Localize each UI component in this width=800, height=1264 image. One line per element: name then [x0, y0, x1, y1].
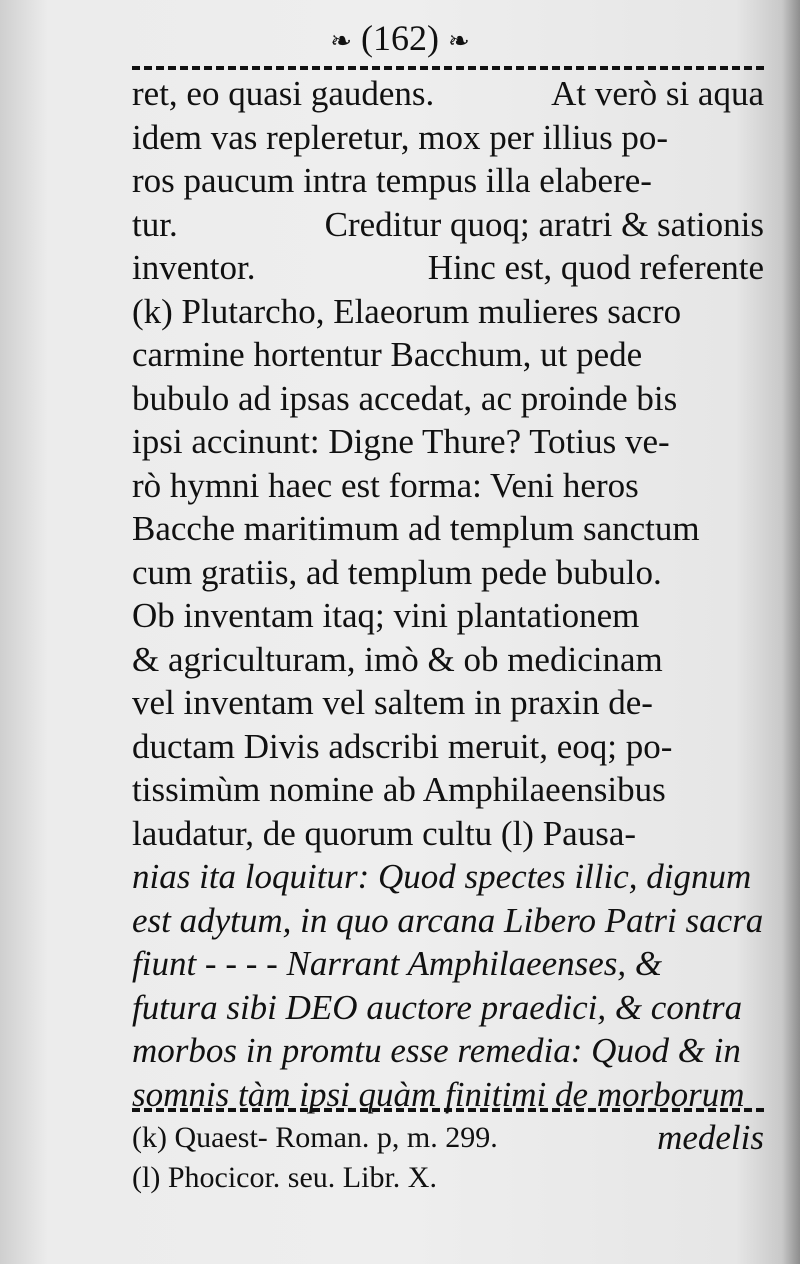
- line-segment: medelis: [657, 1118, 764, 1157]
- page-edge-shadow: [782, 0, 800, 1264]
- body-text: [132, 72, 764, 1160]
- line-segment: ret, eo quasi gaudens.: [132, 74, 435, 113]
- line-segment: Hinc est, quod referente: [427, 248, 764, 287]
- line-segment: tur.: [132, 204, 178, 244]
- text-line: [132, 1029, 764, 1073]
- footnotes: [132, 1118, 764, 1198]
- line-segment: tissimùm nomine ab Amphilaeensibus: [132, 770, 666, 809]
- text-line: [132, 681, 764, 725]
- text-line: [132, 594, 764, 638]
- line-segment: rò hymni haec est forma: Veni heros: [132, 465, 639, 505]
- line-segment: ros paucum intra tempus illa elabere-: [132, 161, 652, 200]
- ornament-left-icon: ❧: [330, 26, 352, 56]
- text-line: [132, 942, 764, 986]
- text-line: [132, 377, 764, 421]
- footnote: (l) Phocicor. seu. Libr. X.: [132, 1161, 437, 1194]
- text-line: [132, 855, 764, 899]
- footnote: (k) Quaest- Roman. p, m. 299.: [132, 1121, 498, 1154]
- line-segment: & agriculturam, imò & ob medicinam: [132, 639, 663, 679]
- line-segment: est adytum, in quo arcana Libero Patri sacra: [132, 900, 764, 940]
- text-line: [132, 638, 764, 682]
- text-line: [132, 464, 764, 508]
- text-line: [132, 812, 764, 856]
- line-segment: inventor.: [132, 248, 256, 287]
- line-segment: fiunt - - - - Narrant Amphilaeenses, &: [132, 944, 663, 983]
- line-segment: At verò si aqua: [551, 74, 764, 113]
- line-segment: idem vas repleretur, mox per illius po-: [132, 117, 669, 157]
- text-line: [132, 246, 764, 290]
- line-segment: cum gratiis, ad templum pede bubulo.: [132, 552, 662, 592]
- line-segment: carmine hortentur Bacchum, ut pede: [132, 335, 643, 374]
- line-segment: vel inventam vel saltem in praxin de-: [132, 683, 653, 722]
- text-line: [132, 420, 764, 464]
- text-line: [132, 899, 764, 943]
- line-segment: nias ita loquitur: Quod spectes illic, dignum: [132, 857, 752, 896]
- text-line: [132, 768, 764, 812]
- line-segment: Ob inventam itaq; vini plantationem: [132, 596, 640, 635]
- text-line: [132, 203, 764, 247]
- line-segment: (k) Plutarcho, Elaeorum mulieres sacro: [132, 291, 682, 331]
- line-segment: Bacche maritimum ad templum sanctum: [132, 509, 700, 548]
- line-segment: ductam Divis adscribi meruit, eoq; po-: [132, 726, 673, 766]
- text-line: [132, 551, 764, 595]
- line-segment: ipsi accinunt: Digne Thure? Totius ve-: [132, 422, 670, 461]
- text-line: [132, 507, 764, 551]
- text-line: [132, 72, 764, 116]
- page-number: (162): [361, 18, 439, 58]
- line-segment: bubulo ad ipsas accedat, ac proinde bis: [132, 378, 678, 418]
- page-header: [0, 18, 800, 62]
- line-segment: laudatur, de quorum cultu (l) Pausa-: [132, 813, 637, 853]
- text-line: [132, 333, 764, 377]
- text-line: [132, 159, 764, 203]
- line-segment: futura sibi DEO auctore praedici, & contra: [132, 987, 743, 1027]
- text-line: [132, 116, 764, 160]
- text-line: [132, 290, 764, 334]
- line-segment: somnis tàm ipsi quàm finitimi de morborum: [132, 1074, 745, 1114]
- line-segment: morbos in promtu esse remedia: Quod & in: [132, 1031, 741, 1070]
- ornament-right-icon: ❧: [447, 26, 470, 56]
- footnote-rule: [132, 1108, 764, 1112]
- line-segment: Creditur quoq; aratri & sationis: [324, 204, 764, 244]
- text-line: [132, 725, 764, 769]
- header-rule: [132, 66, 764, 70]
- text-line: [132, 986, 764, 1030]
